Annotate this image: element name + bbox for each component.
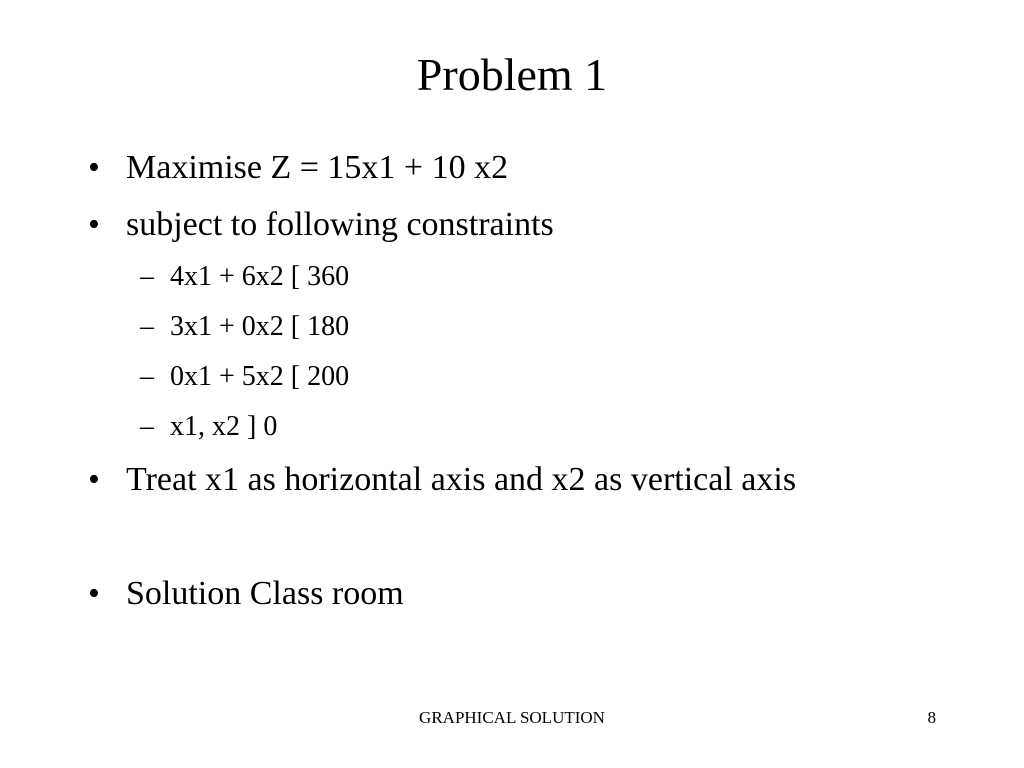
constraint-text: 3x1 + 0x2 [ 180 [170,311,350,342]
slide-title: Problem 1 [416,49,608,100]
constraint-item [140,410,277,444]
bullet-objective [88,148,508,188]
bullet-objective-text: Maximise Z = 15x1 + 10 x2 [126,149,509,186]
bullet-dot-icon: • [88,149,100,186]
constraint-text: 4x1 + 6x2 [ 360 [170,261,350,292]
constraint-item [140,260,349,294]
dash-icon: – [140,261,154,292]
bullet-dot-icon: • [88,575,100,612]
bullet-axes [88,460,796,500]
bullet-dot-icon: • [88,461,100,498]
page-number: 8 [927,708,936,727]
dash-icon: – [140,311,154,342]
dash-icon: – [140,411,154,442]
bullet-axes-text: Treat x1 as horizontal axis and x2 as vertical axis [126,461,797,498]
bullet-solution [88,574,404,614]
bullet-solution-text: Solution Class room [126,575,404,612]
dash-icon: – [140,361,154,392]
constraint-item [140,360,349,394]
constraint-item [140,310,349,344]
bullet-dot-icon: • [88,206,100,243]
footer-text: GRAPHICAL SOLUTION [419,708,605,727]
constraint-text: 0x1 + 5x2 [ 200 [170,361,350,392]
bullet-subject-text: subject to following constraints [126,206,554,243]
bullet-subject [88,205,554,245]
constraint-text: x1, x2 ] 0 [170,411,278,442]
